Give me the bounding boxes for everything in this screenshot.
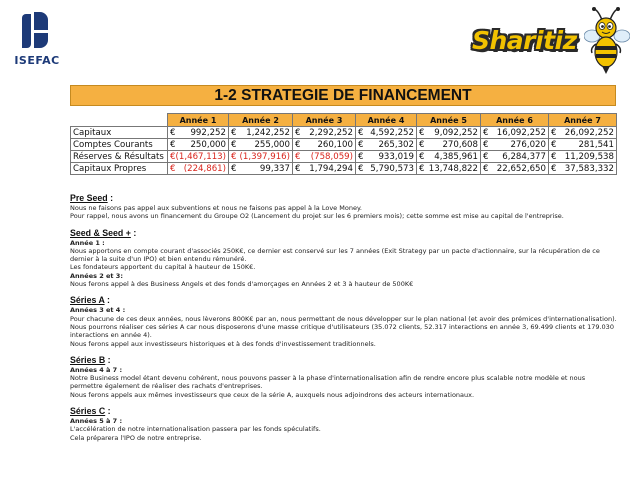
- cell-value: 13,748,822: [428, 163, 478, 174]
- sub-heading: Année 1 :: [70, 238, 105, 247]
- sub-heading: Années 5 à 7 :: [70, 417, 123, 426]
- table-cell: [356, 163, 417, 175]
- table-cell: [417, 127, 481, 139]
- paragraph: Nous ferons appels aux mêmes investisseurs que ceux de la série A, auxquels nous adjoindrons des acteurs internationaux.: [70, 390, 475, 399]
- cell-value: 16,092,252: [496, 127, 546, 138]
- table-cell: [481, 127, 549, 139]
- sharitiz-logo-text: Sharitiz: [472, 26, 577, 55]
- column-header: Année 4: [356, 114, 417, 127]
- strategy-text: [70, 193, 618, 449]
- currency-symbol: €: [295, 151, 301, 162]
- paragraph: Cela préparera l'IPO de notre entreprise.: [70, 433, 202, 442]
- cell-value: 992,252: [190, 127, 226, 138]
- table-cell: [229, 139, 293, 151]
- currency-symbol: €: [295, 163, 301, 174]
- cell-value: 22,652,650: [496, 163, 546, 174]
- currency-symbol: €: [483, 163, 489, 174]
- table-row: [71, 151, 617, 163]
- paragraph: Nous apportons en compte courant d'associés 250K€, ce dernier est conservé sur les 7 années (Exit Strategy par un pacte d'actionnaire, sur la récupération de ce dernier à la suite d'un IPO) et bien entendu rémunéré.: [70, 246, 600, 264]
- table-cell: [549, 163, 617, 175]
- row-label: Capitaux: [71, 127, 168, 139]
- cell-value: 265,302: [378, 139, 414, 150]
- table-cell: [229, 163, 293, 175]
- sub-heading: Années 4 à 7 :: [70, 365, 123, 374]
- cell-value: 4,592,252: [370, 127, 414, 138]
- cell-value: 260,100: [317, 139, 353, 150]
- table-cell: [549, 151, 617, 163]
- currency-symbol: €: [483, 151, 489, 162]
- cell-value: (1,397,916): [239, 151, 290, 162]
- row-label: Réserves & Résultats: [71, 151, 168, 163]
- column-header: Année 7: [549, 114, 617, 127]
- table-cell: [168, 139, 229, 151]
- column-header: Année 5: [417, 114, 481, 127]
- table-body: [71, 127, 617, 175]
- table-cell: [293, 139, 356, 151]
- currency-symbol: €: [358, 139, 364, 150]
- currency-symbol: €: [295, 139, 301, 150]
- table-cell: [293, 127, 356, 139]
- currency-symbol: €: [231, 151, 237, 162]
- table-cell: [356, 127, 417, 139]
- paragraph: L'accélération de notre internationalisation passera par les fonds spéculatifs.: [70, 425, 321, 434]
- cell-value: (1,467,113): [175, 151, 226, 162]
- cell-value: 6,284,377: [502, 151, 546, 162]
- cell-value: 26,092,252: [564, 127, 614, 138]
- currency-symbol: €: [231, 163, 237, 174]
- cell-value: (758,059): [310, 151, 353, 162]
- table-cell: [549, 139, 617, 151]
- table-cell: [481, 139, 549, 151]
- isefac-logo: [8, 8, 64, 72]
- currency-symbol: €: [419, 127, 425, 138]
- title-bar: [70, 85, 616, 106]
- table-cell: [168, 163, 229, 175]
- cell-value: 2,292,252: [309, 127, 353, 138]
- currency-symbol: €: [358, 127, 364, 138]
- section-heading: Séries B: [70, 354, 106, 365]
- currency-symbol: €: [231, 139, 237, 150]
- paragraph: Nous ne faisons pas appel aux subventions et nous ne faisons pas appel à la Love Money.: [70, 204, 362, 212]
- cell-value: 99,337: [259, 163, 290, 174]
- section-serie-b: Séries B : Années 4 à 7 : Notre Business model étant devenu cohérent, nous pouvons passer à la phase d'internationalisation afin de rendre encore plus scalable notre modèle et nous permettre également de réaliser des rachats d'entreprises. Nous ferons appels aux mêmes investisseurs que ceux de la série A, auxquels nous adjoindrons des acteurs internationaux.: [70, 355, 618, 399]
- isefac-logo-text: ISEFAC: [14, 54, 60, 67]
- table-cell: [356, 151, 417, 163]
- section-heading: Seed & Seed +: [70, 227, 131, 238]
- cell-value: (224,861): [183, 163, 226, 174]
- paragraph: Pour chacune de ces deux années, nous lèverons 800K€ par an, nous permettant de nous développer sur le plan national (et avoir des prémices d'internationalisation). Nous pourrons réaliser ces séries A car nous disposerons d'une masse critique d'utilisateurs (35.072 clients, 52.317 interactions en année 3, 69.499 clients et 179.030 interactions en année 4).: [70, 314, 617, 340]
- table-cell: [293, 151, 356, 163]
- currency-symbol: €: [419, 151, 425, 162]
- table-cell: [549, 127, 617, 139]
- cell-value: 37,583,332: [564, 163, 614, 174]
- cell-value: 276,020: [510, 139, 546, 150]
- cell-value: 933,019: [378, 151, 414, 162]
- currency-symbol: €: [551, 163, 557, 174]
- sharitiz-logo: [470, 6, 630, 78]
- column-header: Année 1: [168, 114, 229, 127]
- cell-value: 250,000: [190, 139, 226, 150]
- table-cell: [229, 151, 293, 163]
- cell-value: 1,242,252: [246, 127, 290, 138]
- currency-symbol: €: [170, 151, 176, 162]
- section-pre-seed: Pre Seed : Nous ne faisons pas appel aux subventions et nous ne faisons pas appel à la Love Money. Pour rappel, nous avons un financement du Groupe O2 (Lancement du projet sur les 6 premiers mois); cette somme est mise au capital de l'entreprise.: [70, 193, 618, 221]
- cell-value: 281,541: [578, 139, 614, 150]
- currency-symbol: €: [551, 151, 557, 162]
- column-header: Année 2: [229, 114, 293, 127]
- table-cell: [417, 163, 481, 175]
- paragraph: Les fondateurs apportent du capital à hauteur de 150K€.: [70, 263, 256, 272]
- currency-symbol: €: [170, 139, 176, 150]
- paragraph: Nous ferons appel aux investisseurs historiques et à des fonds d'investissement traditionnels.: [70, 339, 376, 348]
- section-heading: Séries A: [70, 295, 105, 306]
- table-cell: [481, 163, 549, 175]
- paragraph: Pour rappel, nous avons un financement du Groupe O2 (Lancement du projet sur les 6 premiers mois); cette somme est mise au capital de l'entreprise.: [70, 212, 564, 221]
- page-title: 1-2 STRATEGIE DE FINANCEMENT: [214, 87, 472, 104]
- cell-value: 9,092,252: [434, 127, 478, 138]
- table-cell: [481, 151, 549, 163]
- currency-symbol: €: [358, 163, 364, 174]
- sub-heading: Années 2 et 3:: [70, 271, 123, 280]
- currency-symbol: €: [483, 139, 489, 150]
- sub-heading: Années 3 et 4 :: [70, 306, 126, 315]
- section-serie-c: Séries C : Années 5 à 7 : L'accélération de notre internationalisation passera par les fonds spéculatifs. Cela préparera l'IPO de notre entreprise.: [70, 406, 618, 442]
- currency-symbol: €: [295, 127, 301, 138]
- section-serie-a: Séries A : Années 3 et 4 : Pour chacune de ces deux années, nous lèverons 800K€ par an, nous permettant de nous développer sur le plan national (et avoir des prémices d'internationalisation). Nous pourrons réaliser ces séries A car nous disposerons d'une masse critique d'utilisateurs (35.072 clients, 52.317 interactions en année 3, 69.499 clients et 179.030 interactions en année 4). Nous ferons appel aux investisseurs historiques et à des fonds d'investissement traditionnels.: [70, 295, 617, 348]
- row-label: Comptes Courants: [71, 139, 168, 151]
- currency-symbol: €: [419, 139, 425, 150]
- currency-symbol: €: [358, 151, 364, 162]
- currency-symbol: €: [551, 139, 557, 150]
- table-header-row: [71, 114, 617, 127]
- table-cell: [168, 151, 229, 163]
- currency-symbol: €: [419, 163, 425, 174]
- currency-symbol: €: [483, 127, 489, 138]
- cell-value: 4,385,961: [434, 151, 478, 162]
- table-row: [71, 139, 617, 151]
- table-corner: [71, 114, 168, 127]
- currency-symbol: €: [551, 127, 557, 138]
- column-header: Année 3: [293, 114, 356, 127]
- row-label: Capitaux Propres: [71, 163, 168, 175]
- currency-symbol: €: [170, 163, 176, 174]
- table-row: [71, 127, 617, 139]
- section-heading: Pre Seed: [70, 193, 108, 203]
- section-seed: Seed & Seed + : Année 1 : Nous apportons en compte courant d'associés 250K€, ce dernier est conservé sur les 7 années (Exit Strategy par un pacte d'actionnaire, sur la récupération de ce dernier à la suite d'un IPO) et bien entendu rémunéré. Les fondateurs apportent du capital à hauteur de 150K€. Années 2 et 3: Nous ferons appel à des Business Angels et des fonds d'amorçages en Années 2 et 3 à hauteur de 500K€: [70, 228, 618, 289]
- table-cell: [356, 139, 417, 151]
- isefac-logo-mark: [22, 12, 50, 50]
- table-row: [71, 163, 617, 175]
- currency-symbol: €: [170, 127, 176, 138]
- table-cell: [417, 151, 481, 163]
- column-header: Année 6: [481, 114, 549, 127]
- table-cell: [293, 163, 356, 175]
- paragraph: Notre Business model étant devenu cohérent, nous pouvons passer à la phase d'internationalisation afin de rendre encore plus scalable notre modèle et nous permettre également de réaliser des rachats d'entreprises.: [70, 374, 586, 391]
- table-cell: [417, 139, 481, 151]
- table-cell: [229, 127, 293, 139]
- table-cell: [168, 127, 229, 139]
- cell-value: 1,794,294: [309, 163, 353, 174]
- section-heading: Séries C: [70, 406, 106, 417]
- cell-value: 5,790,573: [370, 163, 414, 174]
- bee-mascot-icon: [584, 6, 630, 78]
- financing-table: [70, 113, 617, 175]
- cell-value: 11,209,538: [564, 151, 614, 162]
- currency-symbol: €: [231, 127, 237, 138]
- cell-value: 270,608: [442, 139, 478, 150]
- cell-value: 255,000: [254, 139, 290, 150]
- paragraph: Nous ferons appel à des Business Angels et des fonds d'amorçages en Années 2 et 3 à hauteur de 500K€: [70, 280, 414, 289]
